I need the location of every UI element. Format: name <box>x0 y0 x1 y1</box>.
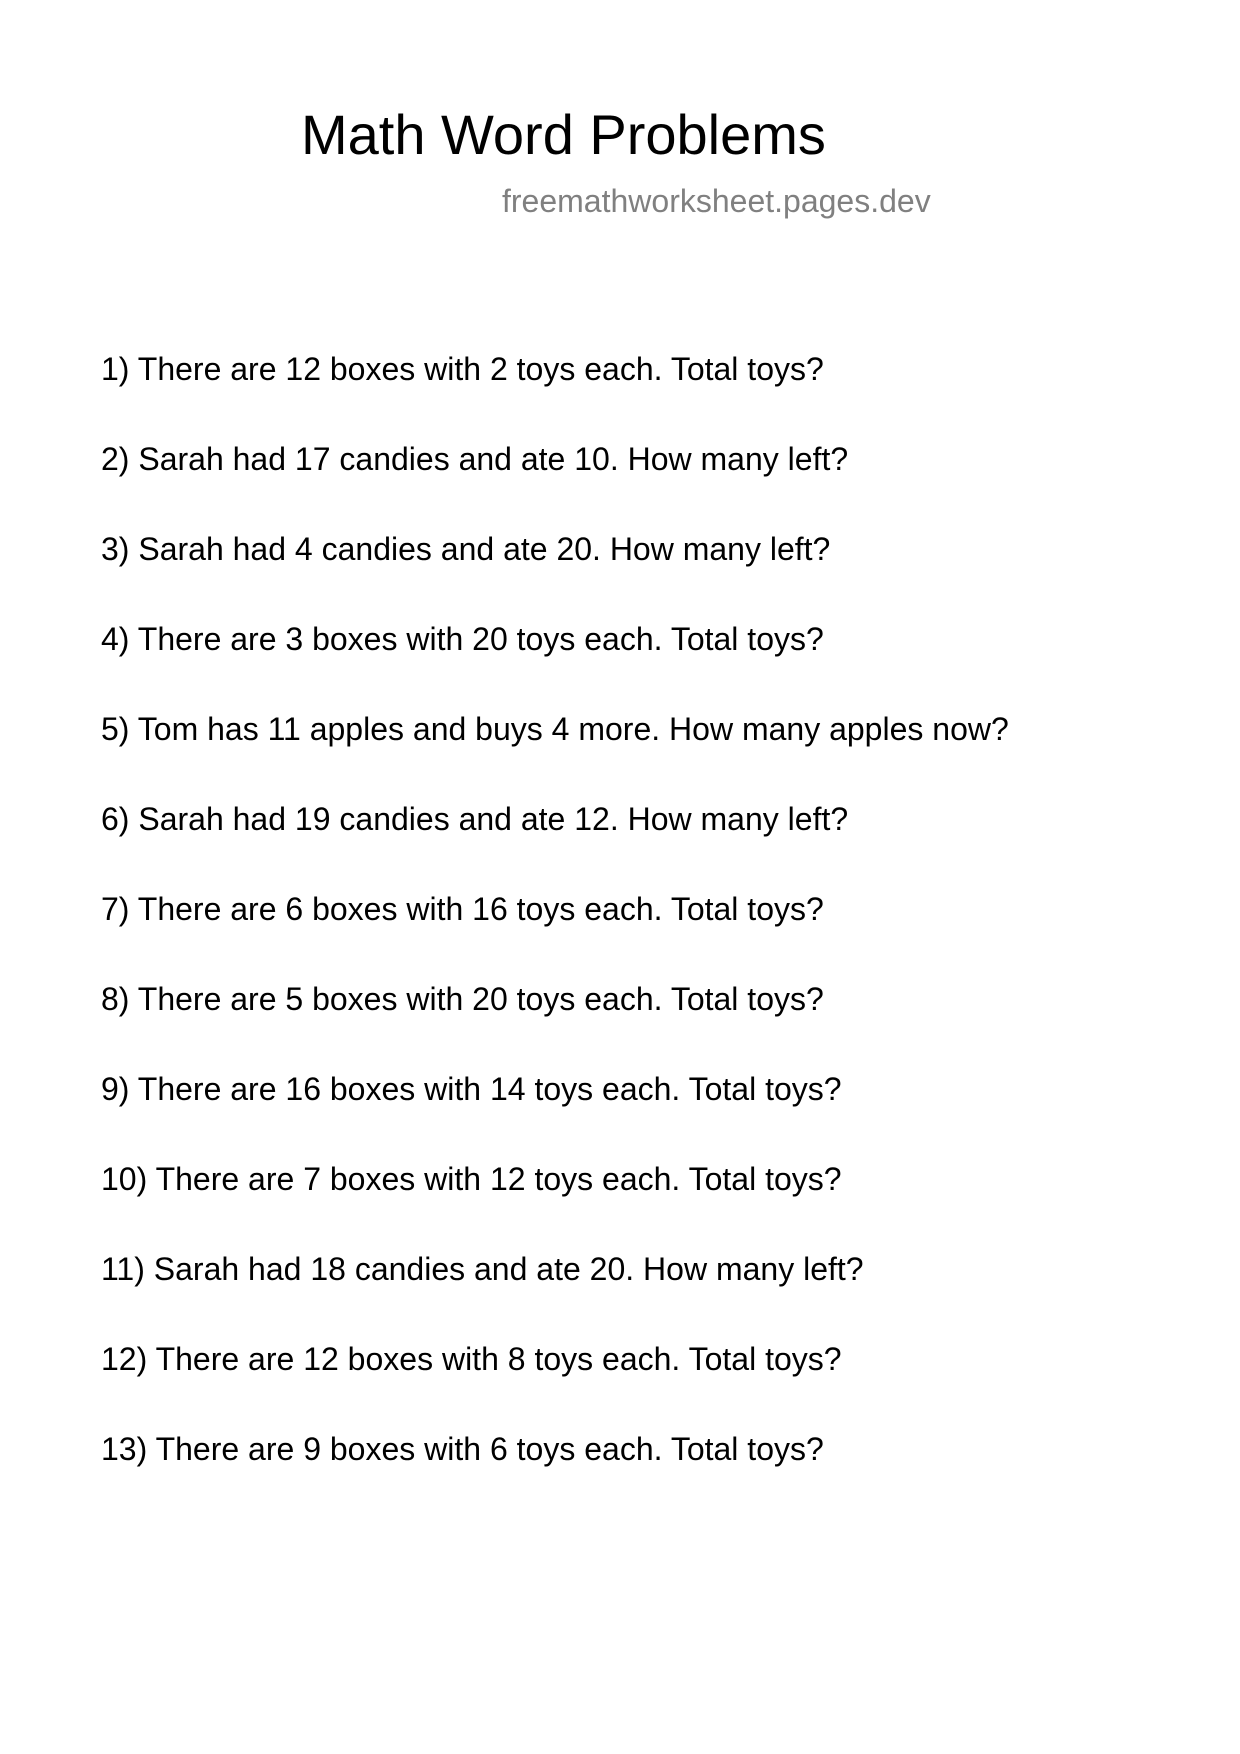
problem-item: 13) There are 9 boxes with 6 toys each. Total toys? <box>101 1431 824 1467</box>
problem-item: 1) There are 12 boxes with 2 toys each. Total toys? <box>101 351 824 387</box>
problem-item: 10) There are 7 boxes with 12 toys each. Total toys? <box>101 1161 842 1197</box>
problem-item: 6) Sarah had 19 candies and ate 12. How many left? <box>101 801 849 837</box>
problem-list <box>101 348 1009 1518</box>
problem-item: 11) Sarah had 18 candies and ate 20. How many left? <box>101 1251 864 1287</box>
problem-item: 2) Sarah had 17 candies and ate 10. How many left? <box>101 441 849 477</box>
problem-item: 4) There are 3 boxes with 20 toys each. Total toys? <box>101 621 824 657</box>
problem-item: 8) There are 5 boxes with 20 toys each. Total toys? <box>101 981 824 1017</box>
problem-item: 9) There are 16 boxes with 14 toys each. Total toys? <box>101 1071 842 1107</box>
problem-item: 5) Tom has 11 apples and buys 4 more. How many apples now? <box>101 711 1009 747</box>
page-title: Math Word Problems <box>301 103 826 166</box>
problem-item: 12) There are 12 boxes with 8 toys each. Total toys? <box>101 1341 842 1377</box>
problem-item: 7) There are 6 boxes with 16 toys each. Total toys? <box>101 891 824 927</box>
problem-item: 3) Sarah had 4 candies and ate 20. How many left? <box>101 531 831 567</box>
site-url: freemathworksheet.pages.dev <box>502 183 931 219</box>
